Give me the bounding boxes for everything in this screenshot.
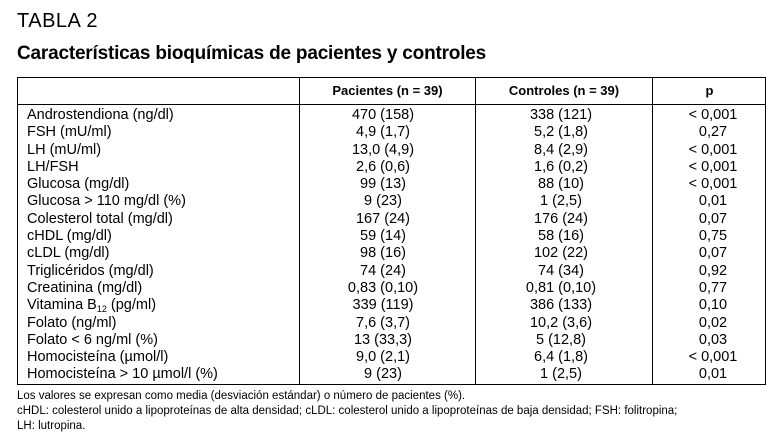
table-row — [18, 142, 765, 159]
cell-p: < 0,001 — [688, 141, 738, 158]
cell-pacientes: 7,6 (3,7) — [356, 314, 410, 331]
table-row — [18, 193, 765, 210]
table-row — [18, 176, 765, 193]
row-label-subscript: 12 — [96, 304, 107, 315]
table-row — [18, 228, 765, 245]
cell-pacientes: 470 (158) — [351, 107, 415, 123]
row-label-text: Vitamina B — [27, 297, 97, 314]
cell-controles: 1 (2,5) — [540, 193, 582, 210]
table-row — [18, 107, 765, 124]
cell-p: < 0,001 — [688, 176, 738, 193]
header-pacientes: Pacientes (n = 39) — [332, 83, 443, 98]
cell-p: 0,03 — [698, 331, 728, 348]
row-label-text: (pg/ml) — [106, 297, 157, 314]
table-body — [18, 107, 765, 384]
table-row — [18, 263, 765, 280]
cell-controles: 176 (24) — [533, 210, 588, 227]
cell-p: 0,07 — [698, 210, 728, 227]
row-label: Glucosa (mg/dl) — [27, 176, 130, 193]
row-label: Androstendiona (ng/dl) — [27, 107, 174, 123]
cell-pacientes: 9 (23) — [364, 193, 402, 210]
row-label: FSH (mU/ml) — [27, 124, 112, 141]
cell-p: 0,02 — [698, 314, 728, 331]
row-label: LH (mU/ml) — [27, 141, 102, 158]
header-controles: Controles (n = 39) — [508, 83, 620, 98]
cell-controles: 1,6 (0,2) — [534, 158, 588, 175]
cell-controles: 0,81 (0,10) — [525, 279, 597, 296]
row-label: Glucosa > 110 mg/dl (%) — [27, 193, 186, 210]
cell-controles: 338 (121) — [529, 107, 593, 123]
cell-controles: 5 (12,8) — [536, 331, 586, 348]
row-label: Folato (ng/ml) — [27, 314, 117, 331]
cell-p: 0,01 — [698, 193, 728, 210]
cell-controles: 8,4 (2,9) — [534, 141, 588, 158]
table-row — [18, 366, 765, 383]
cell-p: 0,92 — [698, 262, 728, 279]
row-label: cHDL (mg/dl) — [27, 228, 112, 245]
cell-p: 0,01 — [698, 366, 728, 383]
cell-p: < 0,001 — [688, 158, 738, 175]
table-row — [18, 332, 765, 349]
cell-p: 0,77 — [698, 279, 728, 296]
table-row — [18, 245, 765, 262]
cell-p: 0,10 — [698, 297, 728, 314]
table-label: TABLA 2 — [17, 10, 98, 32]
row-label: Homocisteína > 10 µmol/l (%) — [27, 366, 218, 383]
cell-p: 0,75 — [698, 228, 728, 245]
footnote: LH: lutropina. — [17, 420, 86, 432]
cell-pacientes: 74 (24) — [360, 262, 406, 279]
cell-controles: 88 (10) — [538, 176, 584, 193]
row-label: cLDL (mg/dl) — [27, 245, 110, 262]
table-row — [18, 297, 765, 314]
cell-p: < 0,001 — [688, 107, 738, 123]
cell-p: 0,07 — [698, 245, 728, 262]
table-row — [18, 315, 765, 332]
row-label: Creatinina (mg/dl) — [27, 279, 143, 296]
cell-pacientes: 339 (119) — [352, 297, 414, 314]
cell-pacientes: 9 (23) — [364, 366, 402, 383]
cell-controles: 58 (16) — [538, 228, 584, 245]
cell-pacientes: 0,83 (0,10) — [347, 279, 419, 296]
cell-controles: 1 (2,5) — [540, 366, 582, 383]
row-label: Homocisteína (µmol/l) — [27, 349, 169, 366]
row-label: Folato < 6 ng/ml (%) — [27, 331, 158, 348]
header-p: p — [705, 83, 714, 98]
cell-pacientes: 13,0 (4,9) — [351, 141, 415, 158]
table-row — [18, 349, 765, 366]
cell-pacientes: 167 (24) — [355, 210, 410, 227]
cell-controles: 6,4 (1,8) — [534, 349, 588, 366]
cell-pacientes: 99 (13) — [360, 176, 406, 193]
table-row — [18, 124, 765, 141]
cell-p: 0,27 — [698, 124, 728, 141]
cell-pacientes: 98 (16) — [360, 245, 406, 262]
footnote: Los valores se expresan como media (desviación estándar) o número de pacientes (%). — [17, 390, 466, 402]
cell-controles: 74 (34) — [538, 262, 584, 279]
cell-controles: 102 (22) — [533, 245, 588, 262]
cell-pacientes: 4,9 (1,7) — [356, 124, 410, 141]
cell-controles: 386 (133) — [529, 297, 593, 314]
cell-pacientes: 2,6 (0,6) — [356, 158, 410, 175]
table-row — [18, 211, 765, 228]
cell-p: < 0,001 — [688, 349, 738, 366]
row-label: Triglicéridos (mg/dl) — [27, 262, 154, 279]
data-table — [17, 77, 766, 385]
row-label — [27, 297, 156, 314]
row-label: LH/FSH — [27, 158, 79, 175]
table-footnotes — [17, 389, 769, 434]
cell-controles: 5,2 (1,8) — [534, 124, 588, 141]
table-row — [18, 159, 765, 176]
cell-pacientes: 9,0 (2,1) — [356, 349, 410, 366]
table-row — [18, 280, 765, 297]
footnote: cHDL: colesterol unido a lipoproteínas de alta densidad; cLDL: colesterol unido a lipoproteínas de baja densidad; FSH: folitropina; — [17, 405, 678, 417]
cell-pacientes: 13 (33,3) — [353, 331, 413, 348]
row-label: Colesterol total (mg/dl) — [27, 210, 173, 227]
table-title: Características bioquímicas de pacientes y controles — [17, 43, 487, 64]
cell-pacientes: 59 (14) — [360, 228, 406, 245]
cell-controles: 10,2 (3,6) — [529, 314, 593, 331]
header-divider — [18, 104, 765, 105]
